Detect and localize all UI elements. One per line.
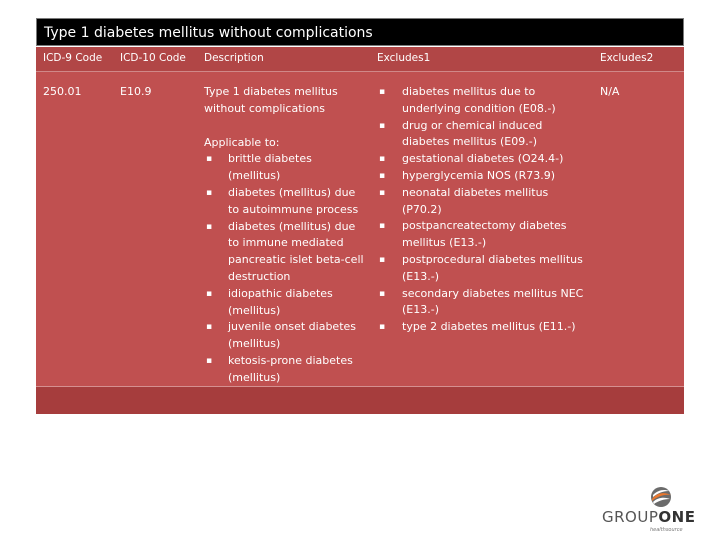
list-item (377, 151, 591, 168)
bullet-icon: ▪ (206, 221, 213, 232)
description-text: Type 1 diabetes mellitus without complications (204, 85, 338, 115)
table-header-row (36, 47, 684, 72)
list-item (204, 185, 365, 219)
bullet-icon: ▪ (379, 288, 386, 299)
list-item-text: diabetes (mellitus) due to immune mediated pancreatic islet beta-cell destruction (228, 219, 364, 283)
list-item (377, 84, 591, 118)
applicable-label: Applicable to: (204, 135, 280, 149)
excludes1-cell (377, 84, 591, 336)
bullet-icon: ▪ (206, 322, 213, 333)
icd9-code: 250.01 (43, 85, 82, 98)
logo-wordmark (602, 508, 695, 526)
bullet-icon: ▪ (379, 322, 386, 333)
excludes2-value: N/A (600, 85, 620, 98)
header-description: Description (204, 52, 264, 64)
bullet-icon: ▪ (206, 154, 213, 165)
list-item-text: diabetes mellitus due to underlying condition (E08.-) (402, 85, 556, 115)
list-item (377, 252, 591, 286)
table-row (36, 72, 684, 387)
bullet-icon: ▪ (379, 87, 386, 97)
list-item (204, 353, 365, 387)
list-item-text: type 2 diabetes mellitus (E11.-) (402, 320, 576, 334)
excludes1-list (377, 84, 591, 336)
description-cell (204, 84, 374, 387)
company-logo (602, 486, 714, 532)
header-icd10: ICD-10 Code (120, 52, 186, 64)
list-item-text: postpancreatectomy diabetes mellitus (E13.-) (402, 219, 567, 250)
logo-word-one: ONE (658, 508, 696, 526)
list-item-text: hyperglycemia NOS (R73.9) (402, 168, 556, 182)
bullet-icon: ▪ (379, 120, 386, 131)
list-item (377, 319, 591, 336)
header-excludes1: Excludes1 (377, 52, 431, 64)
list-item (377, 185, 591, 219)
bullet-icon: ▪ (379, 154, 386, 165)
bullet-icon: ▪ (379, 170, 386, 181)
list-item-text: gestational diabetes (O24.4-) (402, 152, 564, 166)
code-table (36, 47, 684, 414)
bullet-icon: ▪ (206, 355, 213, 366)
list-item (377, 168, 591, 185)
bullet-icon: ▪ (206, 187, 213, 198)
header-excludes2: Excludes2 (600, 52, 654, 64)
icd10-code: E10.9 (120, 85, 152, 98)
slide-title: Type 1 diabetes mellitus without complications (36, 18, 684, 46)
bullet-icon: ▪ (206, 288, 213, 299)
header-icd9: ICD-9 Code (43, 52, 103, 64)
list-item-text: postprocedural diabetes mellitus (E13.-) (402, 252, 583, 283)
logo-word-group: GROUP (602, 508, 659, 526)
list-item (204, 151, 365, 185)
list-item-text: drug or chemical induced diabetes mellitus (E09.-) (402, 118, 543, 149)
bullet-icon: ▪ (379, 254, 386, 265)
list-item-text: ketosis-prone diabetes (mellitus) (228, 353, 353, 384)
list-item-text: juvenile onset diabetes (mellitus) (228, 320, 357, 351)
list-item (377, 286, 591, 320)
list-item (377, 118, 591, 152)
list-item (204, 286, 365, 320)
logo-tagline: healthsource (650, 527, 683, 533)
applicable-list (204, 151, 374, 386)
table-footer-row (36, 387, 684, 414)
list-item (204, 319, 365, 353)
list-item-text: brittle diabetes (mellitus) (228, 152, 312, 183)
list-item (204, 219, 365, 286)
bullet-icon: ▪ (379, 221, 386, 232)
list-item-text: diabetes (mellitus) due to autoimmune process (228, 185, 359, 216)
list-item-text: secondary diabetes mellitus NEC (E13.-) (402, 286, 584, 317)
list-item-text: neonatal diabetes mellitus (P70.2) (402, 185, 549, 216)
bullet-icon: ▪ (379, 187, 386, 198)
list-item (377, 218, 591, 252)
logo-swirl-icon (649, 486, 673, 508)
list-item-text: idiopathic diabetes (mellitus) (228, 286, 333, 317)
